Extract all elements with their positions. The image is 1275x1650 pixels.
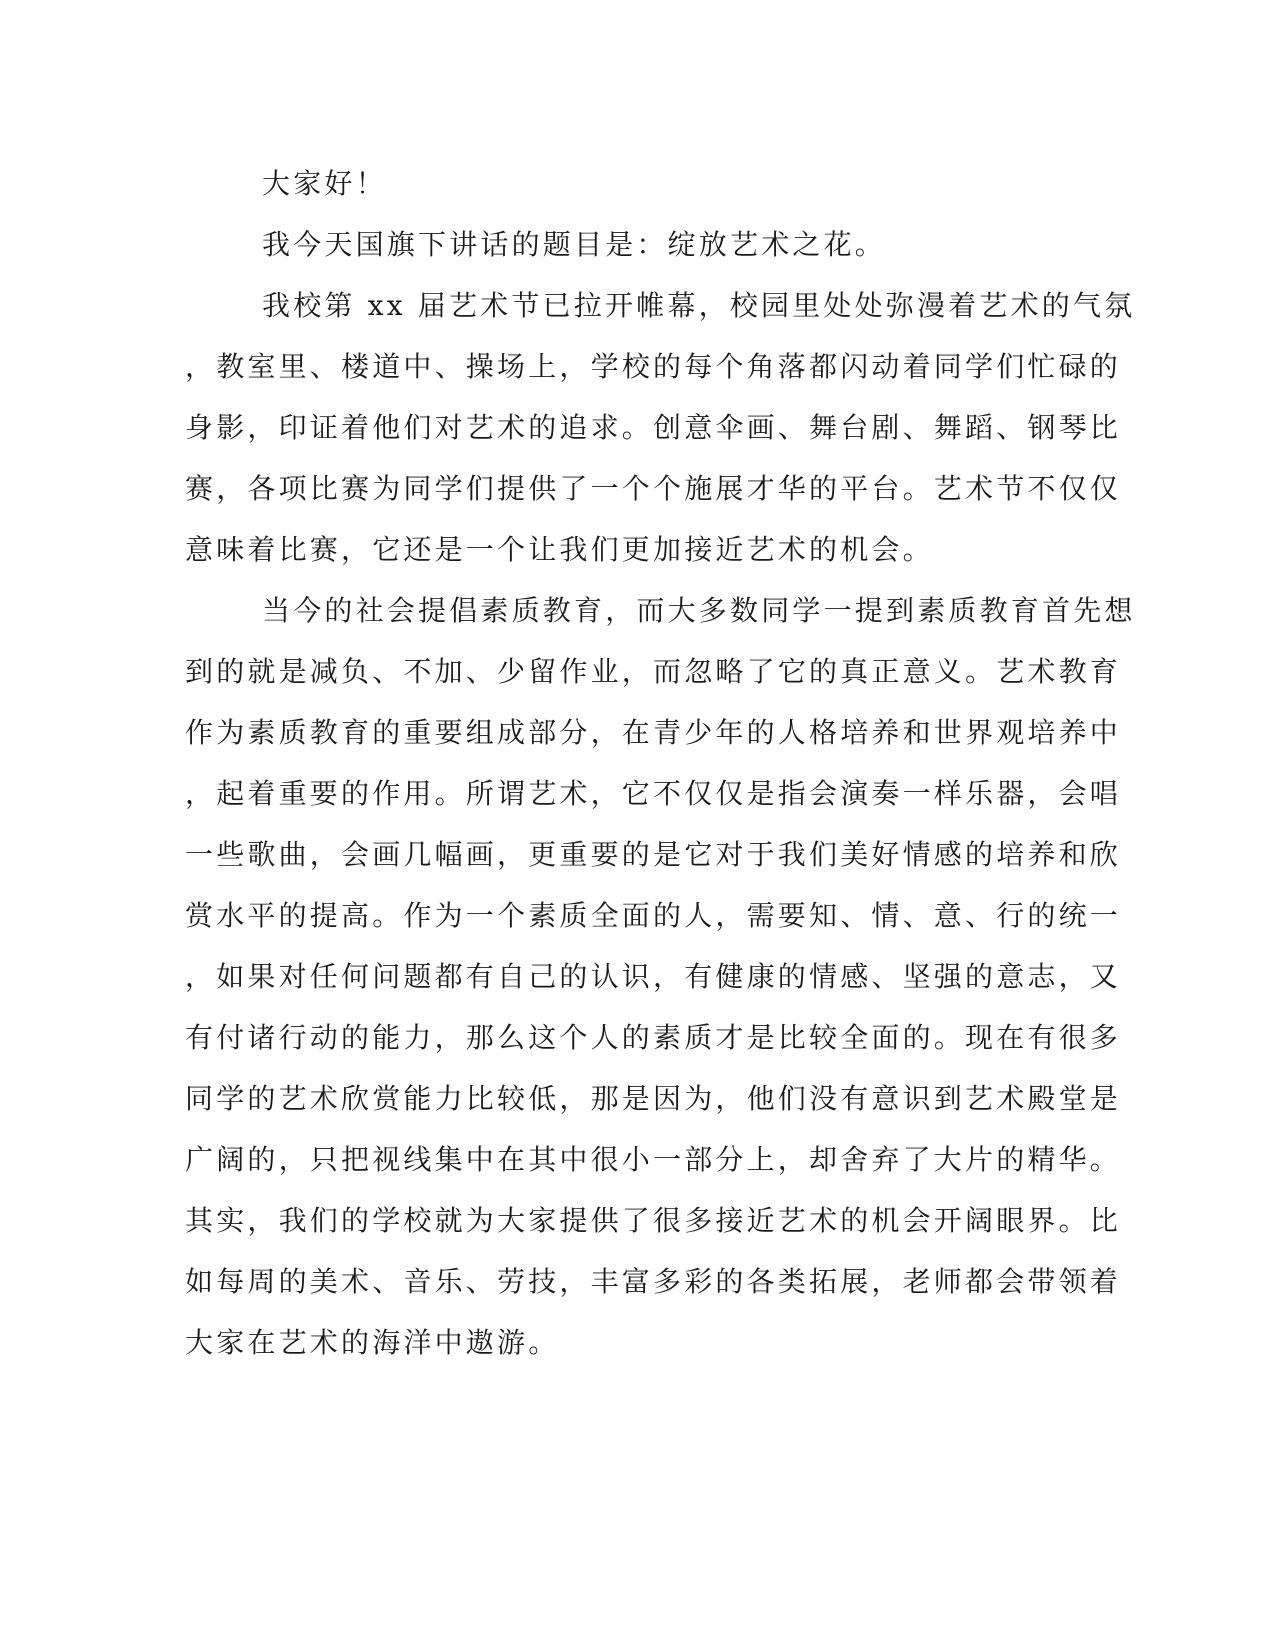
paragraph-2-line: ，起着重要的作用。所谓艺术，它不仅仅是指会演奏一样乐器，会唱	[185, 777, 1122, 810]
paragraph-1-line: 意味着比赛，它还是一个让我们更加接近艺术的机会。	[185, 533, 934, 566]
paragraph-2-line: 作为素质教育的重要组成部分，在青少年的人格培养和世界观培养中	[185, 716, 1122, 749]
paragraph-2-line: 有付诸行动的能力，那么这个人的素质才是比较全面的。现在有很多	[185, 1021, 1122, 1054]
paragraph-1-line: 身影，印证着他们对艺术的追求。创意伞画、舞台剧、舞蹈、钢琴比	[185, 411, 1122, 444]
paragraph-1-line: 赛，各项比赛为同学们提供了一个个施展才华的平台。艺术节不仅仅	[185, 472, 1122, 505]
paragraph-2-line: 一些歌曲，会画几幅画，更重要的是它对于我们美好情感的培养和欣	[185, 838, 1122, 871]
paragraph-2-line: 同学的艺术欣赏能力比较低，那是因为，他们没有意识到艺术殿堂是	[185, 1082, 1122, 1115]
paragraph-2-line: ，如果对任何问题都有自己的认识，有健康的情感、坚强的意志，又	[185, 960, 1122, 993]
paragraph-2-line: 广阔的，只把视线集中在其中很小一部分上，却舍弃了大片的精华。	[185, 1143, 1122, 1176]
paragraph-1-line: 我校第 xx 届艺术节已拉开帷幕，校园里处处弥漫着艺术的气氛	[262, 289, 1136, 322]
paragraph-2-line: 赏水平的提高。作为一个素质全面的人，需要知、情、意、行的统一	[185, 899, 1122, 932]
paragraph-2-line: 其实，我们的学校就为大家提供了很多接近艺术的机会开阔眼界。比	[185, 1204, 1122, 1237]
paragraph-2-line: 大家在艺术的海洋中遨游。	[185, 1326, 560, 1359]
paragraph-2-line: 当今的社会提倡素质教育，而大多数同学一提到素质教育首先想	[262, 594, 1136, 627]
paragraph-1-line: ，教室里、楼道中、操场上，学校的每个角落都闪动着同学们忙碌的	[185, 350, 1122, 383]
topic-line: 我今天国旗下讲话的题目是：绽放艺术之花。	[262, 228, 887, 261]
paragraph-2-line: 到的就是减负、不加、少留作业，而忽略了它的真正意义。艺术教育	[185, 655, 1122, 688]
paragraph-2-line: 如每周的美术、音乐、劳技，丰富多彩的各类拓展，老师都会带领着	[185, 1265, 1122, 1298]
greeting-line: 大家好！	[262, 167, 387, 200]
